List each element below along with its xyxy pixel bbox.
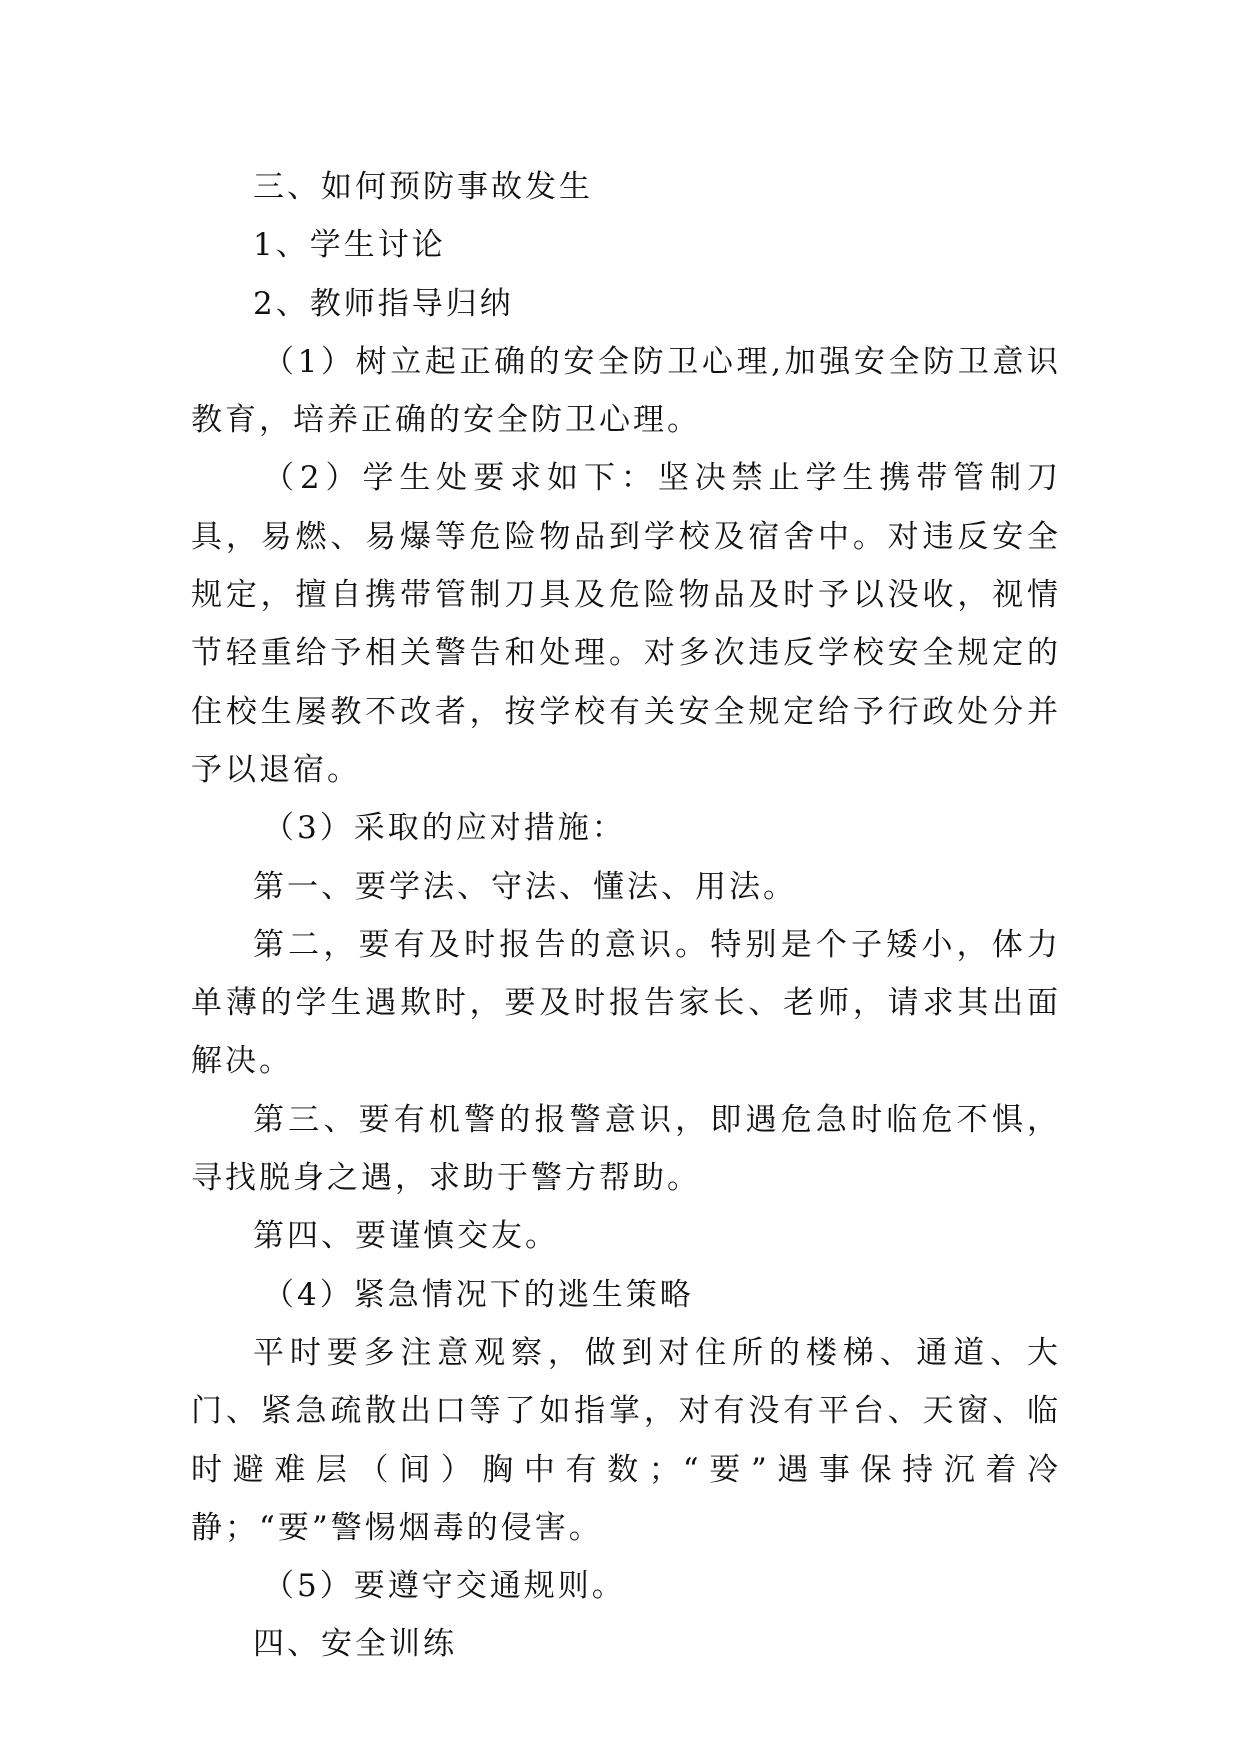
list-item: 1、学生讨论: [253, 227, 446, 264]
paragraph: （2）学生处要求如下：坚决禁止学生携带管制刀具，易燃、易爆等危险物品到学校及宿舍中。对违反安全规定，擅自携带管制刀具及危险物品及时予以没收，视情节轻重给予相关警告和处理。对多次违反学校安全规定的住校生屡教不改者，按学校有关安全规定给予行政处分并予以退宿。: [191, 460, 1061, 788]
paragraph: 平时要多注意观察，做到对住所的楼梯、通道、大门、紧急疏散出口等了如指掌，对有没有平台、天窗、临时避难层（间）胸中有数；“要”遇事保持沉着冷静；“要”警惕烟毒的侵害。: [191, 1334, 1061, 1546]
paragraph: 第三、要有机警的报警意识，即遇危急时临危不惧，寻找脱身之遇，求助于警方帮助。: [191, 1101, 1061, 1197]
section-heading: 三、如何预防事故发生: [253, 169, 593, 205]
paragraph: 第一、要学法、守法、懂法、用法。: [253, 868, 797, 905]
paragraph: 第四、要谨慎交友。: [253, 1218, 559, 1255]
section-heading: 四、安全训练: [253, 1626, 457, 1663]
list-item: 2、教师指导归纳: [253, 285, 514, 322]
document-body: [191, 158, 1061, 1674]
paragraph: （3）采取的应对措施：: [263, 810, 626, 847]
paragraph: （1）树立起正确的安全防卫心理,加强安全防卫意识教育，培养正确的安全防卫心理。: [191, 343, 1061, 439]
paragraph: （5）要遵守交通规则。: [263, 1568, 626, 1605]
paragraph: （4）紧急情况下的逃生策略: [263, 1276, 694, 1313]
paragraph: 第二，要有及时报告的意识。特别是个子矮小，体力单薄的学生遇欺时，要及时报告家长、老师，请求其出面解决。: [191, 926, 1061, 1080]
